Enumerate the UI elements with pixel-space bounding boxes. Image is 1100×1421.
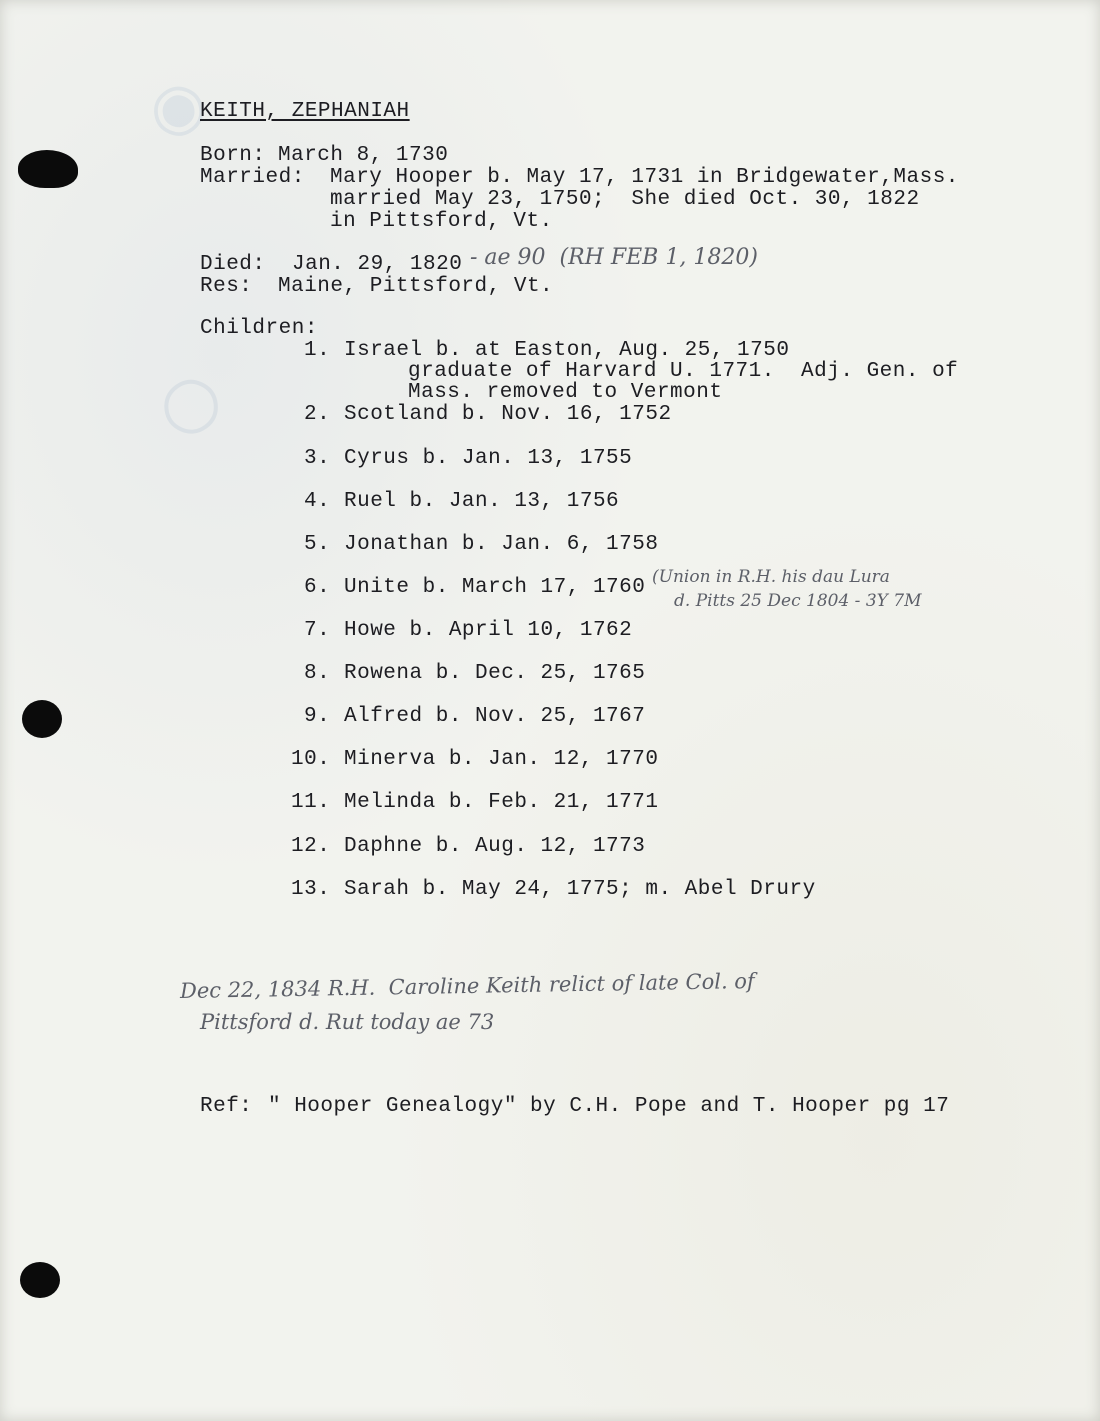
- child-entry: Sarah b. May 24, 1775; m. Abel Drury: [344, 878, 816, 901]
- child-number: 12.: [291, 835, 331, 858]
- child-number: 11.: [291, 791, 331, 814]
- child-number: 7.: [304, 619, 331, 642]
- child-number: 5.: [304, 533, 331, 556]
- child-number: 2.: [304, 403, 331, 426]
- married-line-1: Mary Hooper b. May 17, 1731 in Bridgewater,Mass.: [330, 166, 959, 189]
- child-entry: Alfred b. Nov. 25, 1767: [344, 705, 646, 728]
- reference-label: Ref:: [200, 1095, 253, 1118]
- child-note-line: Mass. removed to Vermont: [408, 381, 723, 404]
- unite-handwritten-note-line-2: d. Pitts 25 Dec 1804 - 3Y 7M: [674, 591, 922, 611]
- child-entry: Minerva b. Jan. 12, 1770: [344, 748, 659, 771]
- bottom-handwritten-note-line-2: Pittsford d. Rut today ae 73: [200, 1010, 495, 1034]
- page-title: KEITH, ZEPHANIAH: [200, 100, 410, 123]
- punch-hole-bottom: [20, 1262, 60, 1298]
- res-label: Res:: [200, 275, 253, 298]
- child-entry: Jonathan b. Jan. 6, 1758: [344, 533, 659, 556]
- faint-stamp-mark: ◉: [145, 66, 211, 148]
- child-entry: Unite b. March 17, 1760: [344, 576, 646, 599]
- child-entry: Ruel b. Jan. 13, 1756: [344, 490, 620, 513]
- punch-hole-middle: [22, 700, 62, 738]
- child-number: 8.: [304, 662, 331, 685]
- child-number: 9.: [304, 705, 331, 728]
- child-number: 10.: [291, 748, 331, 771]
- married-line-2: married May 23, 1750; She died Oct. 30, 1822: [330, 188, 920, 211]
- child-number: 13.: [291, 878, 331, 901]
- reference-text: " Hooper Genealogy" by C.H. Pope and T. Hooper pg 17: [268, 1095, 950, 1118]
- died-label: Died:: [200, 253, 266, 276]
- res-value: Maine, Pittsford, Vt.: [278, 275, 554, 298]
- child-entry: Cyrus b. Jan. 13, 1755: [344, 447, 633, 470]
- child-number: 1.: [304, 339, 331, 362]
- child-entry: Howe b. April 10, 1762: [344, 619, 633, 642]
- married-line-3: in Pittsford, Vt.: [330, 210, 553, 233]
- child-number: 4.: [304, 490, 331, 513]
- child-number: 6.: [304, 576, 331, 599]
- child-number: 3.: [304, 447, 331, 470]
- punch-hole-top: [18, 150, 78, 188]
- bottom-handwritten-note-line-1: Dec 22, 1834 R.H. Caroline Keith relict of late Col. of: [179, 968, 755, 1003]
- faint-stamp-mark-lower: ○: [155, 357, 226, 445]
- died-value: Jan. 29, 1820: [292, 253, 463, 276]
- child-entry: Israel b. at Easton, Aug. 25, 1750: [344, 339, 790, 362]
- child-entry: Scotland b. Nov. 16, 1752: [344, 403, 672, 426]
- child-entry: Melinda b. Feb. 21, 1771: [344, 791, 659, 814]
- unite-handwritten-note-line-1: (Union in R.H. his dau Lura: [652, 567, 890, 587]
- child-entry: Daphne b. Aug. 12, 1773: [344, 835, 646, 858]
- born-label: Born:: [200, 144, 266, 167]
- died-handwritten-note: - ae 90 (RH FEB 1, 1820): [470, 245, 758, 270]
- child-entry: Rowena b. Dec. 25, 1765: [344, 662, 646, 685]
- children-label: Children:: [200, 317, 318, 340]
- child-note-line: graduate of Harvard U. 1771. Adj. Gen. of: [408, 360, 959, 383]
- born-value: March 8, 1730: [278, 144, 449, 167]
- married-label: Married:: [200, 166, 305, 189]
